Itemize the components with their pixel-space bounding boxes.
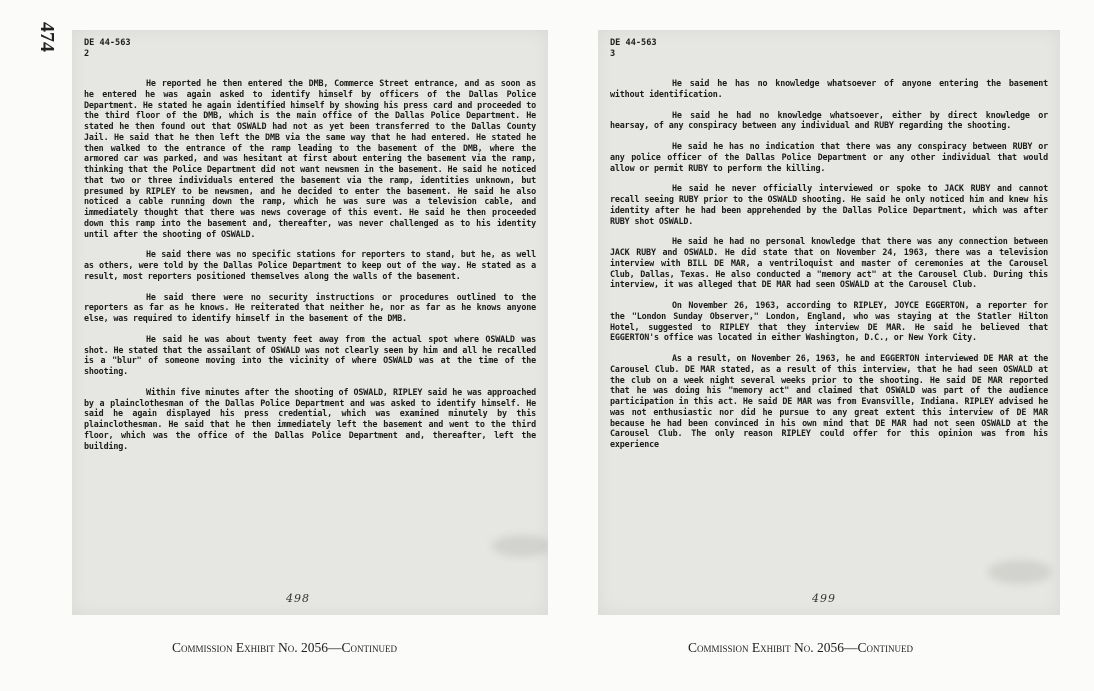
right-paragraph: As a result, on November 26, 1963, he and EGGERTON interviewed DE MAR at the Carousel Club. DE MAR stated, as a result of this interview, that he had seen OSWALD at the club on a week night several weeks prior to the shooting. He said DE MAR reported that he was doing his "memory act" and claimed that OSWALD was part of the audience participation in this act. He said DE MAR was from Evansville, Indiana. RIPLEY advised he was not enthusiastic nor did he pursue to any great extent this interview of DE MAR because he had been convinced in his own mind that DE MAR had not seen OSWALD at the Carousel Club. The only reason RIPLEY could offer for this opinion was from his experience — [610, 353, 1048, 449]
left-exhibit-caption — [172, 640, 397, 656]
left-paragraph: He said there was no specific stations for reporters to stand, but he, as well as others, were told by the Dallas Police Department to keep out of the way. He stated as a result, most reporters positioned themselves along the walls of the basement. — [84, 249, 536, 281]
right-exhibit-caption — [688, 640, 913, 656]
left-paragraph: He said he was about twenty feet away from the actual spot where OSWALD was shot. He stated that the assailant of OSWALD was not clearly seen by him and all he recalled is a "blur" of someone moving into the vicinity of where OSWALD was at the time of the shooting. — [84, 333, 536, 376]
side-page-number: 474 — [36, 22, 58, 52]
left-paragraph: He said there were no security instructions or procedures outlined to the reporters as far as he knows. He reiterated that neither he, nor as far as he knows anyone else, was required to identify himself in the basement of the DMB. — [84, 291, 536, 323]
left-paragraph: Within five minutes after the shooting of OSWALD, RIPLEY said he was approached by a plainclothesman of the Dallas Police Department and was asked to identify himself. He said he again displayed his press credential, which was examined minutely by this plainclothesman. He said that he then immediately left the basement and went to the third floor, which was the office of the Dallas Police Department and, thereafter, left the building. — [84, 386, 536, 451]
left-handwritten-number: 498 — [286, 592, 310, 605]
scan-smudge — [988, 560, 1052, 584]
left-paragraph: He reported he then entered the DMB, Commerce Street entrance, and as soon as he entered he was again asked to identify himself by officers of the Dallas Police Department. He stated he again identified himself by showing his press card and proceeded to the third floor of the DMB, which is the main office of the Dallas Police Department. He stated he then found out that OSWALD had not as yet been transferred to the Dallas County Jail. He said that he then left the DMB via the same way that he had entered. He stated he then walked to the entrance of the ramp leading to the basement of the DMB, where the armored car was parked, and was hesitant at first about entering the basement via the ramp, thinking that the Police Department did not want newsmen in the basement. He said he noticed that two or three individuals entered the basement via the ramp, identities unknown, but presumed by RIPLEY to be newsmen, and he decided to enter the basement. He said he also noticed a cable running down the ramp, which he was sure was a television cable, and immediately thought that there was news coverage of this event. He said he then proceeded down this ramp into the basement and, thereafter, was never challenged as to his identity until after the shooting of OSWALD. — [84, 78, 536, 239]
right-page-number: 3 — [610, 49, 616, 59]
left-page-body — [84, 78, 536, 461]
right-paragraph: He said he never officially interviewed or spoke to JACK RUBY and cannot recall seeing RUBY prior to the OSWALD shooting. He said he only noticed him and knew his identity after he had been apprehended by the Dallas Police Department, which was after RUBY shot OSWALD. — [610, 183, 1048, 226]
right-file-number: DE 44-563 — [610, 38, 657, 48]
right-paragraph: He said he had no personal knowledge that there was any connection between JACK RUBY and OSWALD. He did state that on November 24, 1963, there was a television interview with BILL DE MAR, a ventriloquist and master of ceremonies at the Carousel Club, Dallas, Texas. He also conducted a "memory act" at the Carousel Club. During this interview, it was alleged that DE MAR had seen OSWALD at the Carousel Club. — [610, 236, 1048, 290]
right-paragraph: He said he has no indication that there was any conspiracy between RUBY or any police officer of the Dallas Police Department or any other individual that would allow or permit RUBY to perform the killing. — [610, 141, 1048, 173]
left-file-number: DE 44-563 — [84, 38, 131, 48]
right-paragraph: He said he has no knowledge whatsoever of anyone entering the basement without identification. — [610, 78, 1048, 99]
right-paragraph: On November 26, 1963, according to RIPLEY, JOYCE EGGERTON, a reporter for the "London Sunday Observer," London, England, who was staying at the Statler Hilton Hotel, suggested to RIPLEY that they interview DE MAR. He said he believed that EGGERTON's office was located in either Washington, D.C., or New York City. — [610, 300, 1048, 343]
right-paragraph: He said he had no knowledge whatsoever, either by direct knowledge or hearsay, of any conspiracy between any individual and RUBY regarding the shooting. — [610, 109, 1048, 131]
left-page-header — [84, 38, 131, 60]
right-caption-text: Commission Exhibit No. 2056—Continued — [688, 640, 913, 655]
right-document-page — [598, 30, 1060, 615]
left-page-number: 2 — [84, 49, 90, 59]
right-page-body — [610, 78, 1048, 460]
right-handwritten-number: 499 — [812, 592, 836, 605]
left-document-page — [72, 30, 548, 615]
left-caption-text: Commission Exhibit No. 2056—Continued — [172, 640, 397, 655]
scan-smudge — [492, 535, 548, 557]
right-page-header — [610, 38, 657, 60]
